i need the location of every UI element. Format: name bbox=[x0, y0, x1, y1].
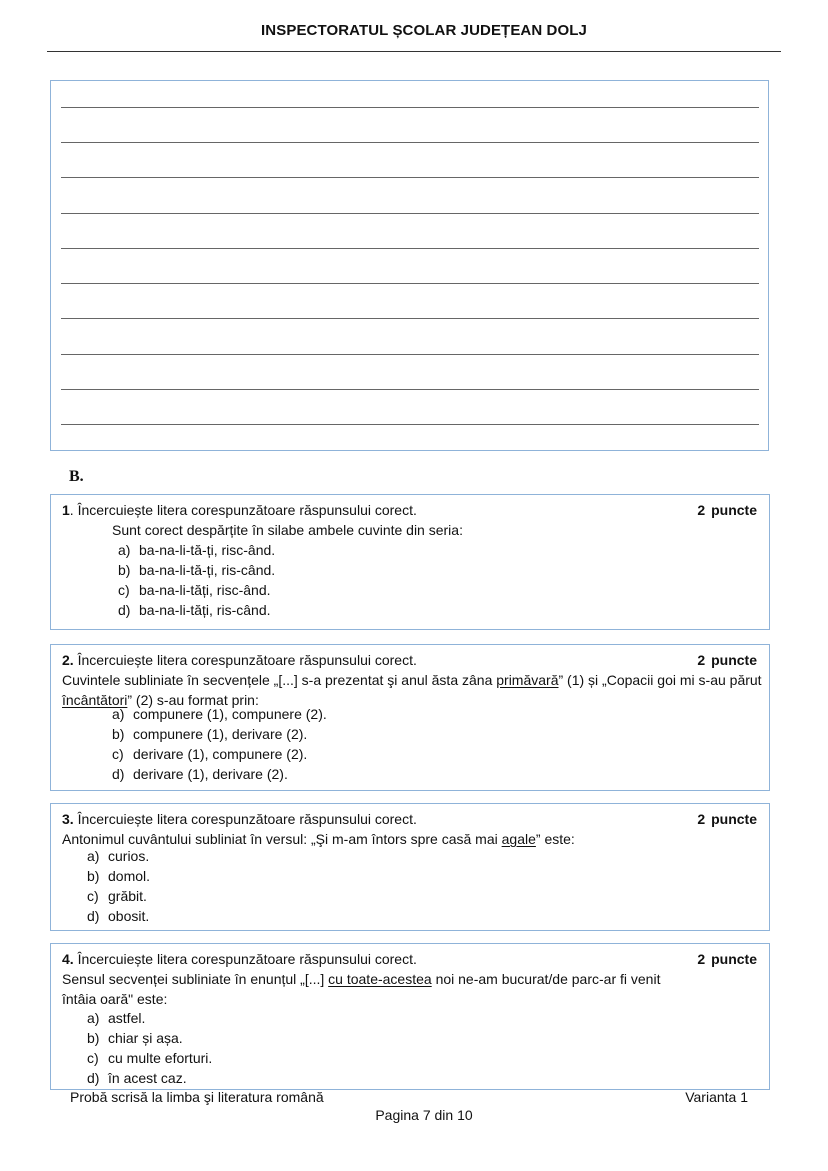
question-number: 1 bbox=[62, 502, 70, 518]
instruction-text: Încercuiește litera corespunzătoare răspunsului corect. bbox=[73, 811, 417, 827]
option-d[interactable]: d) obosit. bbox=[87, 908, 150, 924]
option-b[interactable]: b) compunere (1), derivare (2). bbox=[112, 726, 308, 742]
option-a[interactable]: a) compunere (1), compunere (2). bbox=[112, 706, 327, 722]
page-header-title: INSPECTORATUL ȘCOLAR JUDEȚEAN DOLJ bbox=[261, 22, 587, 39]
points-label: 2 puncte bbox=[697, 951, 757, 967]
question-prompt: Sensul secvenței subliniate în enunțul „[...] cu toate-acestea noi ne-am bucurat/de parc-ar fi venit bbox=[62, 971, 661, 987]
options-list bbox=[87, 846, 150, 926]
underlined-word: primăvară bbox=[496, 672, 559, 688]
answer-line bbox=[61, 424, 759, 425]
answer-line bbox=[61, 248, 759, 249]
option-b[interactable]: b) ba-na-li-tă-ți, ris-când. bbox=[118, 562, 276, 578]
options-list bbox=[118, 540, 275, 620]
answer-line bbox=[61, 354, 759, 355]
question-4 bbox=[50, 943, 770, 1090]
question-prompt: Cuvintele subliniate în secvențele „[...] s-a prezentat şi anul ăsta zâna primăvară” (1) și „Copacii goi mi s-au părut încântători” (2) s-au format prin: bbox=[62, 672, 762, 708]
footer-variant: Varianta 1 bbox=[685, 1089, 748, 1105]
answer-writing-area[interactable] bbox=[50, 80, 769, 451]
option-a[interactable]: a) astfel. bbox=[87, 1010, 146, 1026]
points-label: 2 puncte bbox=[697, 502, 757, 518]
answer-line bbox=[61, 213, 759, 214]
option-d[interactable]: d) derivare (1), derivare (2). bbox=[112, 766, 288, 782]
answer-line bbox=[61, 107, 759, 108]
question-1 bbox=[50, 494, 770, 630]
options-list bbox=[87, 1008, 212, 1088]
header-divider bbox=[47, 51, 781, 52]
question-instruction bbox=[62, 650, 417, 670]
points-label: 2 puncte bbox=[697, 811, 757, 827]
question-instruction bbox=[62, 949, 417, 969]
options-list bbox=[112, 704, 327, 784]
underlined-word: încântători bbox=[62, 692, 128, 708]
question-instruction bbox=[62, 809, 417, 829]
answer-line bbox=[61, 389, 759, 390]
option-a[interactable]: a) ba-na-li-tă-ți, risc-ând. bbox=[118, 542, 276, 558]
question-3 bbox=[50, 803, 770, 931]
points-label: 2 puncte bbox=[697, 652, 757, 668]
question-2 bbox=[50, 644, 770, 791]
question-number: 4. bbox=[62, 951, 74, 967]
instruction-text: . Încercuiește litera corespunzătoare răspunsului corect. bbox=[69, 502, 417, 518]
option-c[interactable]: c) cu multe eforturi. bbox=[87, 1050, 213, 1066]
option-c[interactable]: c) grăbit. bbox=[87, 888, 147, 904]
option-c[interactable]: c) derivare (1), compunere (2). bbox=[112, 746, 308, 762]
option-a[interactable]: a) curios. bbox=[87, 848, 150, 864]
option-b[interactable]: b) chiar și așa. bbox=[87, 1030, 183, 1046]
instruction-text: Încercuiește litera corespunzătoare răspunsului corect. bbox=[73, 951, 417, 967]
question-number: 3. bbox=[62, 811, 74, 827]
question-prompt-continuation: întâia oară" este: bbox=[62, 991, 168, 1007]
answer-line bbox=[61, 142, 759, 143]
section-label: B. bbox=[69, 468, 84, 485]
page-number: Pagina 7 din 10 bbox=[375, 1107, 473, 1123]
footer-subject: Probă scrisă la limba şi literatura română bbox=[70, 1089, 324, 1105]
option-d[interactable]: d) în acest caz. bbox=[87, 1070, 187, 1086]
question-prompt: Antonimul cuvântului subliniat în versul: „Şi m-am întors spre casă mai agale” este: bbox=[62, 831, 575, 847]
option-d[interactable]: d) ba-na-li-tăți, ris-când. bbox=[118, 602, 271, 618]
question-number: 2. bbox=[62, 652, 74, 668]
underlined-phrase: cu toate-acestea bbox=[328, 971, 432, 987]
answer-line bbox=[61, 318, 759, 319]
underlined-word: agale bbox=[501, 831, 536, 847]
option-b[interactable]: b) domol. bbox=[87, 868, 151, 884]
question-prompt: Sunt corect despărțite în silabe ambele cuvinte din seria: bbox=[112, 522, 463, 538]
answer-line bbox=[61, 283, 759, 284]
instruction-text: Încercuiește litera corespunzătoare răspunsului corect. bbox=[73, 652, 417, 668]
question-instruction bbox=[62, 500, 417, 520]
option-c[interactable]: c) ba-na-li-tăți, risc-ând. bbox=[118, 582, 271, 598]
answer-line bbox=[61, 177, 759, 178]
